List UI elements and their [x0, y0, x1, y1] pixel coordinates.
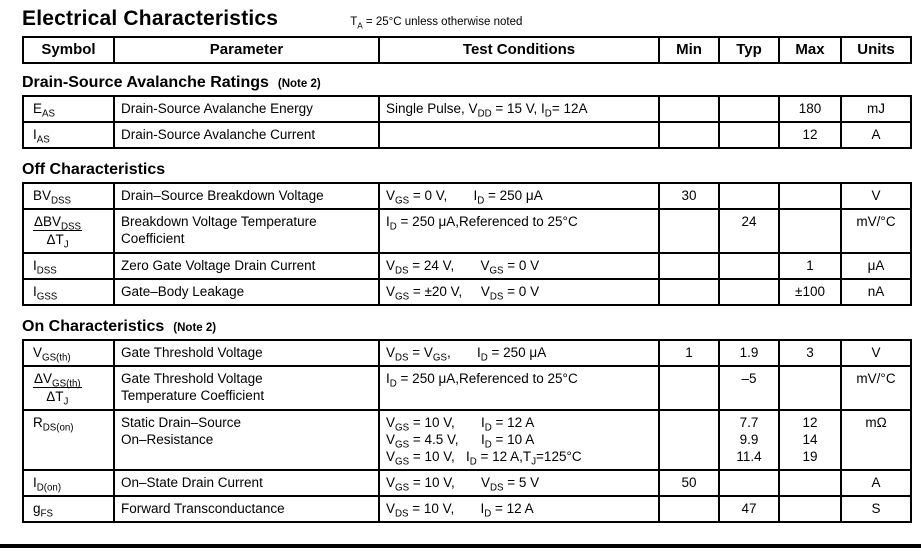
cell-line: mΩ: [865, 415, 887, 430]
cell-conditions: [379, 253, 659, 279]
cell-line: 1: [806, 258, 814, 273]
cell-line: 12: [802, 127, 818, 142]
cell-min: [659, 209, 719, 253]
cell-line: Forward Transconductance: [121, 501, 285, 516]
cell-line: On–Resistance: [121, 432, 214, 447]
cell-line: $V_{DS} = 10$ V, $I_D = 12$ A: [386, 501, 534, 520]
table-row: [23, 183, 911, 209]
cell-conditions: [379, 209, 659, 253]
cell-parameter: [114, 496, 379, 522]
cell-line: A: [871, 475, 881, 490]
table-sections: [0, 74, 921, 523]
cell-max: [779, 470, 841, 496]
section-title: [22, 318, 921, 336]
column-header: Min: [659, 37, 719, 63]
cell-line: $I_{D(on)}$: [33, 475, 62, 494]
column-header: Max: [779, 37, 841, 63]
column-header: Test Conditions: [379, 37, 659, 63]
cell-line: Zero Gate Voltage Drain Current: [121, 258, 316, 273]
cell-symbol: [23, 470, 114, 496]
cell-conditions: [379, 470, 659, 496]
cell-conditions: [379, 366, 659, 410]
cell-parameter: [114, 340, 379, 366]
cell-conditions: [379, 183, 659, 209]
cell-min: [659, 496, 719, 522]
cell-line: 24: [741, 214, 757, 229]
table-row: [23, 496, 911, 522]
cell-line: Gate–Body Leakage: [121, 284, 245, 299]
cell-line: On–State Drain Current: [121, 475, 263, 490]
cell-line: Drain-Source Avalanche Energy: [121, 101, 313, 116]
cell-units: [841, 470, 911, 496]
cell-typ: [719, 496, 779, 522]
cell-conditions: [379, 279, 659, 305]
cell-line: 50: [681, 475, 697, 490]
page-title: Electrical Characteristics: [22, 7, 279, 30]
cell-parameter: [114, 410, 379, 470]
cell-line: –5: [741, 371, 757, 386]
cell-typ: [719, 122, 779, 148]
fraction-symbol: $\frac{\Delta BV_{DSS}}{\Delta T_J}$: [34, 214, 82, 251]
cell-line: $I_D = 250$ μA,Referenced to 25°C: [386, 214, 578, 233]
cell-min: [659, 96, 719, 122]
cell-units: [841, 253, 911, 279]
cell-line: Drain–Source Breakdown Voltage: [121, 188, 324, 203]
column-header: Units: [841, 37, 911, 63]
cell-symbol: [23, 253, 114, 279]
table-row: [23, 410, 911, 470]
cell-line: mV/°C: [856, 214, 896, 229]
cell-line: $V_{GS} = 10$ V, $I_D = 12$ $A,T_J=125^\circ C$: [386, 449, 582, 468]
cell-typ: [719, 366, 779, 410]
cell-units: [841, 340, 911, 366]
cell-min: [659, 253, 719, 279]
datasheet-page: [0, 7, 921, 551]
cell-line: ±100: [795, 284, 825, 299]
cell-line: $V_{GS} = 10$ V, $I_D = 12$ A: [386, 415, 535, 434]
cell-symbol: [23, 366, 114, 410]
cell-units: [841, 183, 911, 209]
cell-min: [659, 410, 719, 470]
cell-symbol: [23, 209, 114, 253]
cell-units: [841, 279, 911, 305]
cell-units: [841, 96, 911, 122]
cell-line: 47: [741, 501, 757, 516]
characteristics-header-table: [22, 36, 912, 64]
cell-conditions: [379, 96, 659, 122]
cell-line: Gate Threshold Voltage: [121, 371, 263, 386]
cell-typ: [719, 209, 779, 253]
cell-symbol: [23, 279, 114, 305]
fraction-symbol: $\frac{\Delta V_{GS(th)}}{\Delta T_J}$: [34, 371, 81, 408]
cell-line: 12: [802, 415, 818, 430]
cell-line: $V_{GS(th)}$: [33, 345, 71, 364]
cell-parameter: [114, 122, 379, 148]
cell-symbol: [23, 410, 114, 470]
cell-parameter: [114, 209, 379, 253]
cell-line: 11.4: [736, 449, 762, 464]
table-header-row: [23, 37, 911, 63]
cell-line: $I_{AS}$: [33, 127, 50, 146]
cell-parameter: [114, 366, 379, 410]
cell-line: $I_{GSS}$: [33, 284, 58, 303]
cell-line: 180: [798, 101, 822, 116]
cell-parameter: [114, 470, 379, 496]
table-section: [0, 161, 921, 306]
cell-line: $V_{GS} = 0$ V, $I_D = 250$ μA: [386, 188, 543, 207]
cell-line: $g_{FS}$: [33, 501, 53, 520]
cell-line: $V_{DS} = 24$ V, $V_{GS} = 0$ V: [386, 258, 540, 277]
section-title-text: Off Characteristics: [22, 161, 166, 178]
cell-units: [841, 122, 911, 148]
cell-min: [659, 340, 719, 366]
section-title-text: On Characteristics: [22, 318, 165, 335]
cell-max: [779, 96, 841, 122]
cell-conditions: [379, 340, 659, 366]
cell-line: $V_{GS} = \pm 20$ V, $V_{DS} = 0$ V: [386, 284, 540, 303]
cell-line: V: [871, 188, 881, 203]
cell-line: 30: [681, 188, 697, 203]
table-row: [23, 96, 911, 122]
cell-min: [659, 279, 719, 305]
cell-typ: [719, 253, 779, 279]
cell-line: mV/°C: [856, 371, 896, 386]
cell-line: nA: [867, 284, 885, 299]
cell-parameter: [114, 253, 379, 279]
cell-line: $I_{DSS}$: [33, 258, 57, 277]
cell-max: [779, 496, 841, 522]
section-title-text: Drain-Source Avalanche Ratings: [22, 74, 269, 91]
cell-line: Static Drain–Source: [121, 415, 242, 430]
cell-line: 19: [802, 449, 818, 464]
cell-line: V: [871, 345, 881, 360]
table-section: [0, 318, 921, 523]
cell-line: $BV_{DSS}$: [33, 188, 71, 207]
cell-typ: [719, 340, 779, 366]
cell-units: [841, 410, 911, 470]
cell-max: [779, 340, 841, 366]
cell-line: Breakdown Voltage Temperature: [121, 214, 317, 229]
cell-line: mJ: [867, 101, 885, 116]
cell-min: [659, 366, 719, 410]
cell-min: [659, 470, 719, 496]
cell-line: $V_{GS} = 10$ V, $V_{DS} = 5$ V: [386, 475, 540, 494]
cell-line: Gate Threshold Voltage: [121, 345, 263, 360]
table-section: [0, 74, 921, 149]
cell-line: $R_{DS(on)}$: [33, 415, 74, 434]
table-row: [23, 279, 911, 305]
cell-max: [779, 183, 841, 209]
cell-max: [779, 366, 841, 410]
section-table: [22, 339, 912, 523]
cell-symbol: [23, 340, 114, 366]
page-bottom-rule: [0, 544, 921, 548]
conditions-note: $T_A = 25^\circ C$ unless otherwise noted: [350, 16, 523, 31]
cell-max: [779, 410, 841, 470]
cell-line: $V_{GS} = 4.5$ V, $I_D = 10$ A: [386, 432, 535, 451]
cell-max: [779, 209, 841, 253]
cell-max: [779, 279, 841, 305]
cell-max: [779, 122, 841, 148]
cell-min: [659, 183, 719, 209]
cell-parameter: [114, 279, 379, 305]
table-row: [23, 253, 911, 279]
section-title: [22, 74, 921, 92]
section-title: [22, 161, 921, 179]
cell-line: 14: [802, 432, 818, 447]
cell-line: $I_D = 250$ μA,Referenced to 25°C: [386, 371, 578, 390]
cell-units: [841, 496, 911, 522]
table-row: [23, 340, 911, 366]
cell-line: S: [871, 501, 881, 516]
section-table: [22, 182, 912, 306]
cell-units: [841, 366, 911, 410]
column-header: Typ: [719, 37, 779, 63]
cell-line: 9.9: [739, 432, 759, 447]
cell-line: Single Pulse, $V_{DD} = 15$ V, $I_D= 12A$: [386, 101, 588, 120]
cell-line: 3: [806, 345, 814, 360]
table-row: [23, 470, 911, 496]
cell-line: 1.9: [739, 345, 759, 360]
cell-symbol: [23, 96, 114, 122]
cell-line: Coefficient: [121, 231, 185, 246]
cell-conditions: [379, 496, 659, 522]
cell-line: $E_{AS}$: [33, 101, 55, 120]
cell-symbol: [23, 122, 114, 148]
cell-typ: [719, 96, 779, 122]
cell-line: Temperature Coefficient: [121, 388, 265, 403]
page-header: [22, 7, 921, 31]
cell-conditions: [379, 410, 659, 470]
cell-max: [779, 253, 841, 279]
cell-line: μA: [867, 258, 885, 273]
section-table: [22, 95, 912, 149]
cell-conditions: [379, 122, 659, 148]
cell-line: Drain-Source Avalanche Current: [121, 127, 316, 142]
cell-parameter: [114, 183, 379, 209]
cell-units: [841, 209, 911, 253]
cell-typ: [719, 410, 779, 470]
cell-line: 7.7: [739, 415, 759, 430]
cell-line: 1: [685, 345, 693, 360]
table-row: [23, 122, 911, 148]
section-note: (Note 2): [173, 322, 217, 334]
table-row: [23, 366, 911, 410]
cell-symbol: [23, 183, 114, 209]
cell-typ: [719, 279, 779, 305]
cell-min: [659, 122, 719, 148]
cell-typ: [719, 470, 779, 496]
cell-parameter: [114, 96, 379, 122]
section-note: (Note 2): [277, 78, 321, 90]
cell-line: $V_{DS} = V_{GS}$, $I_D = 250$ μA: [386, 345, 547, 364]
column-header: Symbol: [23, 37, 114, 63]
cell-typ: [719, 183, 779, 209]
table-row: [23, 209, 911, 253]
cell-symbol: [23, 496, 114, 522]
cell-line: A: [871, 127, 881, 142]
column-header: Parameter: [114, 37, 379, 63]
